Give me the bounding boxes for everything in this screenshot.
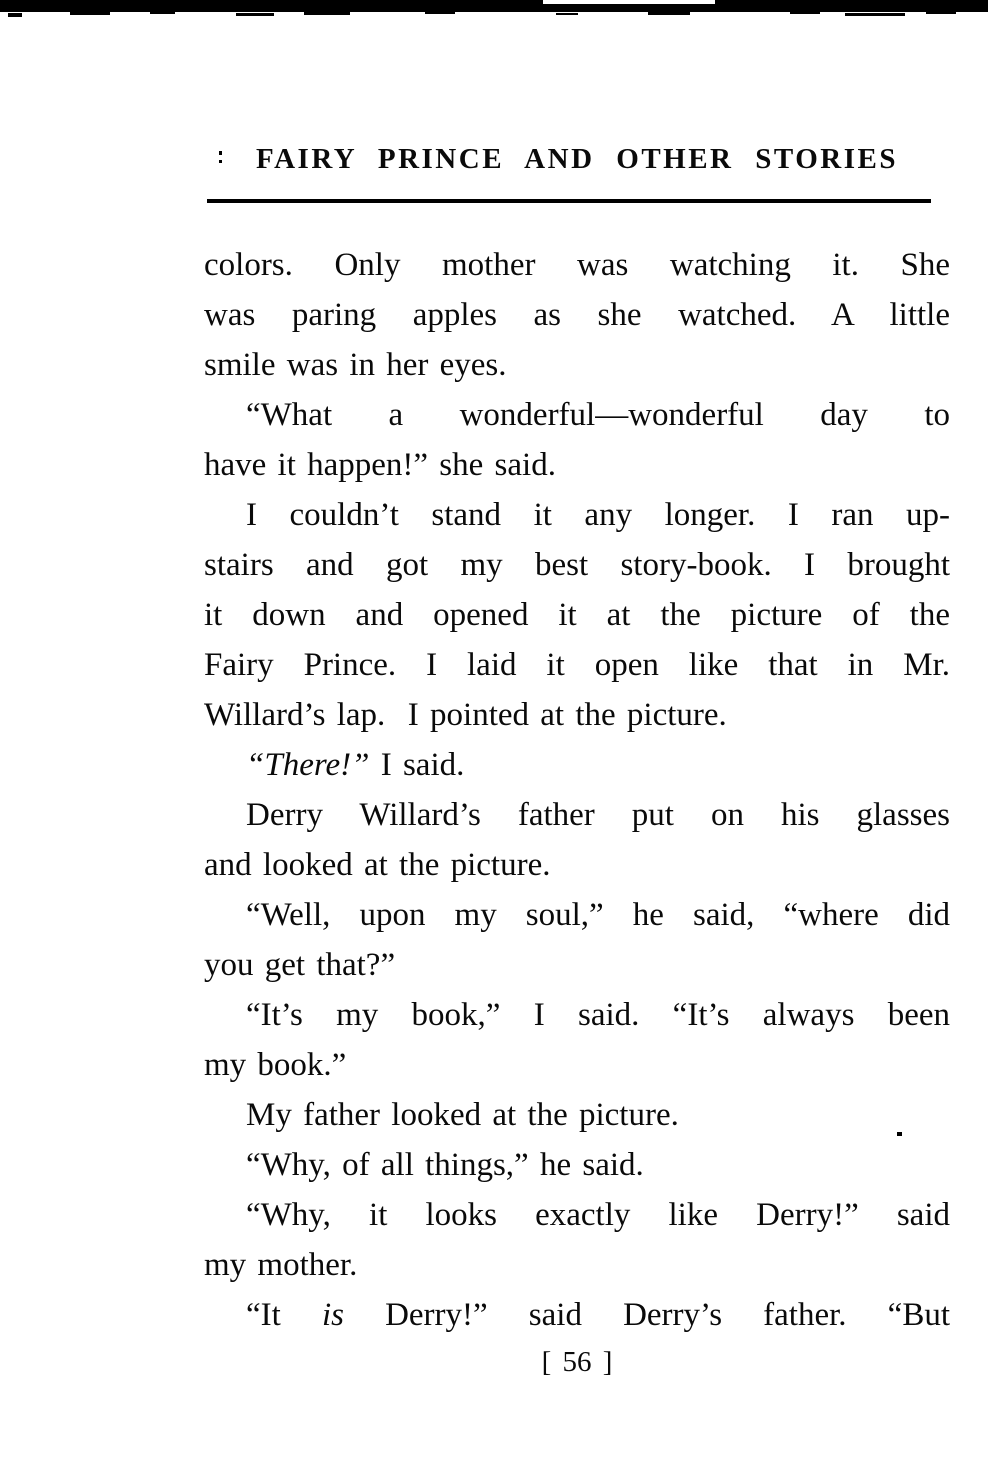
roman-text: I said.	[369, 747, 465, 783]
scan-artifact-top-bar	[0, 0, 988, 12]
page-number: [ 56 ]	[541, 1346, 613, 1378]
text-line: “Why, of all things,” he said.	[246, 1147, 644, 1183]
scan-speck	[150, 12, 175, 14]
body-text	[204, 240, 950, 1340]
header-rule	[207, 199, 931, 203]
scan-speck	[556, 13, 578, 15]
scan-speck	[845, 13, 905, 16]
text-line: “Well, upon my soul,” he said, “where did	[246, 897, 950, 933]
text-line: have it happen!” she said.	[204, 447, 556, 483]
text-line: I couldn’t stand it any longer. I ran up-	[246, 497, 950, 533]
text-line	[204, 740, 950, 790]
scan-speck	[648, 12, 690, 15]
scan-speck	[425, 12, 455, 14]
text-line: “It’s my book,” I said. “It’s always been	[246, 997, 950, 1033]
text-line: you get that?”	[204, 947, 396, 983]
text-line: My father looked at the picture.	[246, 1097, 679, 1133]
scan-artifact-white-notch	[543, 0, 715, 4]
roman-text: “It	[246, 1297, 322, 1333]
text-line: “Why, it looks exactly like Derry!” said	[246, 1197, 950, 1233]
text-line: Fairy Prince. I laid it open like that in Mr.	[204, 647, 950, 683]
text-line: colors. Only mother was watching it. She	[204, 247, 950, 283]
scan-speck	[236, 13, 274, 16]
scan-speck	[8, 13, 22, 17]
scan-speck	[304, 12, 350, 15]
text-line	[204, 1290, 950, 1340]
running-header: FAIRY PRINCE AND OTHER STORIES	[256, 143, 898, 175]
roman-text: Derry!” said Derry’s father. “But	[343, 1297, 950, 1333]
scan-speck	[926, 12, 956, 14]
text-line: Derry Willard’s father put on his glasses	[246, 797, 950, 833]
text-line: stairs and got my best story-book. I brought	[204, 547, 950, 583]
text-line: it down and opened it at the picture of the	[204, 597, 950, 633]
text-line: and looked at the picture.	[204, 847, 551, 883]
italic-text: is	[321, 1297, 344, 1333]
text-line: my mother.	[204, 1247, 358, 1283]
text-line: smile was in her eyes.	[204, 347, 507, 383]
scan-speck	[790, 12, 820, 14]
text-line: was paring apples as she watched. A little	[204, 297, 950, 333]
scan-speck	[70, 12, 110, 15]
text-line: “What a wonderful—wonderful day to	[246, 397, 950, 433]
text-line: my book.”	[204, 1047, 347, 1083]
italic-text: “There!”	[246, 747, 370, 783]
text-line: Willard’s lap. I pointed at the picture.	[204, 697, 727, 733]
